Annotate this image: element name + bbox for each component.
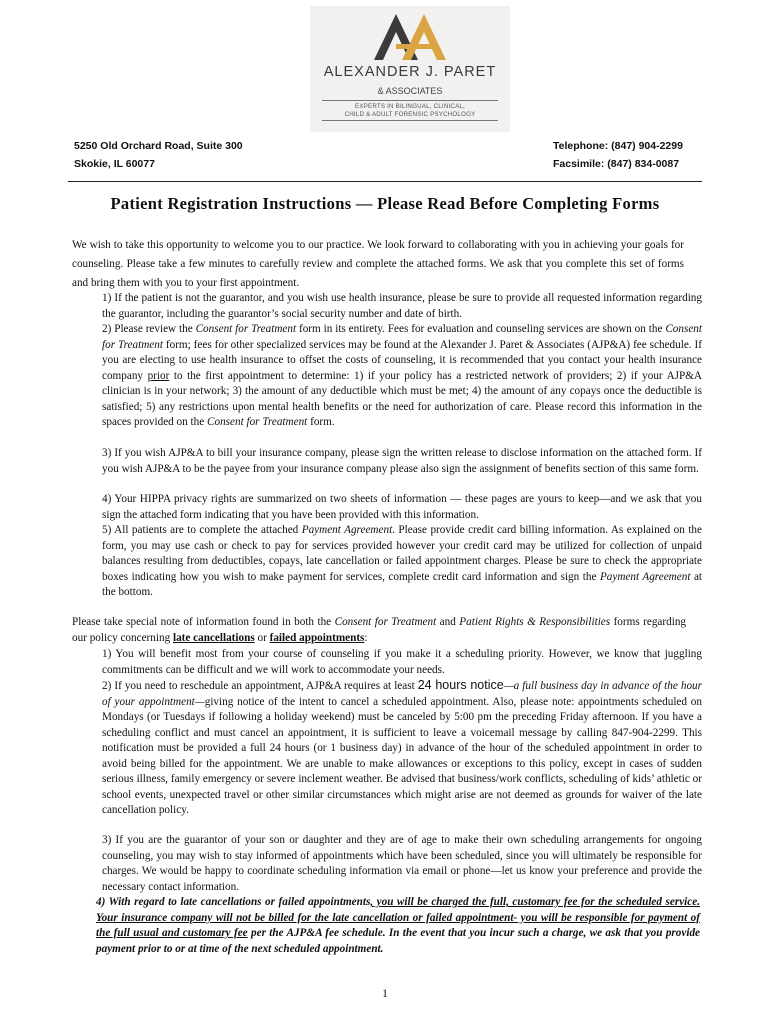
logo-name: ALEXANDER J. PARET — [323, 64, 497, 80]
policy-item-2: 2) If you need to reschedule an appointment, AJP&A requires at least 24 hours notice—a full business day in advance of the hour of your appointment—giving notice of the intent to cancel a scheduled appointment. Also, please note: appointments scheduled on Mondays (or Tuesdays if following a holiday weekend) must be canceled by 5:00 pm the preceding Friday afternoon. If you have a scheduling conflict and must cancel an appointment, it is sufficient to leave a voicemail message by calling 847-904-2299. This notification must be provided a full 24 hours (or 1 business day) in advance of the hour of the scheduled appointment in order to avoid being billed for the appointment. We are unable to make allowances or exceptions to this policy, except in cases of sudden serious illness, family emergency or severe inclement weather. Be advised that business/work conflicts, scheduling of kids’ athletic or school events, unexpected travel or other similar circumstances which might arise are not deemed as grounds for waiver of the late cancellation policy. — [102, 678, 702, 816]
instruction-5: 5) All patients are to complete the attached Payment Agreement. Please provide credit card billing information. As explained on the form, you may use cash or check to pay for services provided however your credit card may be utilized for collection of unpaid balances resulting from deductibles, copays, late cancellation or failed appointment charges. Please be sure to check the appropriate boxes indicating how you wish to make payment for services, complete credit card information and sign the Payment Agreement at the bottom. — [102, 524, 703, 598]
instruction-1: 1) If the patient is not the guarantor, and you wish use health insurance, please be sure to provide all requested information regarding the guarantor, including the guarantor’s social security number and date of birth. — [102, 292, 702, 320]
instruction-2: 2) Please review the Consent for Treatment form in its entirety. Fees for evaluation and counseling services are shown on the Consent for Treatment form; fees for other specialized services may be found at the Alexander J. Paret & Associates (AJP&A) fee schedule. If you are electing to use health insurance to offset the costs of counseling, it is recommended that you contact your health insurance company prior to the first appointment to determine: 1) if your policy has a restricted network of providers; 2) if your AJP&A clinician is in your network; 3) the amount of any deductible which must be met; 4) the amount of any copays once the deductible is satisfied; 5) any restrictions upon mental health benefits or the need for authorization of care. Please record this information in the spaces provided on the Consent for Treatment form. — [102, 323, 703, 428]
logo-divider — [322, 100, 498, 101]
policy-item-4: 4) With regard to late cancellations or failed appointments, you will be charged the full, customary fee for the scheduled service. Your insurance company will not be billed for the late cancellation or failed appointment- you will be responsible for payment of the full usual and customary fee per the AJP&A fee schedule. In the event that you incur such a charge, we ask that you provide payment prior to or at time of the next scheduled appointment. — [96, 896, 701, 955]
facsimile: Facsimile: (847) 834-0087 — [553, 158, 680, 170]
logo-tagline-2: CHILD & ADULT FORENSIC PSYCHOLOGY — [344, 111, 476, 118]
telephone: Telephone: (847) 904-2299 — [553, 140, 683, 152]
policy-item-3: 3) If you are the guarantor of your son or daughter and they are of age to make their own scheduling arrangements for ongoing counseling, you may wish to stay informed of appointments which have been scheduled, since you will ultimately be responsible for charges. We would be happy to coordinate scheduling information via email or phone—let us know your preference and provide the necessary contact information. — [102, 834, 702, 893]
instruction-3: 3) If you wish AJP&A to bill your insurance company, please sign the written release to disclose information on the attached form. If you wish AJP&A to be the payee from your insurance company please also sign the assignment of benefits section of this same form. — [102, 447, 702, 475]
logo-mark-icon — [366, 10, 454, 62]
logo-divider — [322, 120, 498, 121]
header-divider — [68, 181, 702, 182]
policy-item-1: 1) You will benefit most from your course of counseling if you make it a scheduling priority. However, we know that juggling commitments can be difficult and we will work to accommodate your needs. — [102, 648, 702, 676]
page-title: Patient Registration Instructions — Please Read Before Completing Forms — [110, 194, 660, 213]
logo-tagline-1: EXPERTS IN BILINGUAL, CLINICAL, — [355, 103, 465, 110]
phone-block — [553, 137, 683, 173]
intro-paragraph: We wish to take this opportunity to welcome you to our practice. We look forward to collaborating with you in achieving your goals for counseling. Please take a few minutes to carefully review and complete the attached forms. We ask that you complete this set of forms and bring them with you to your first appointment. — [72, 239, 684, 289]
address-line-1: 5250 Old Orchard Road, Suite 300 — [74, 140, 243, 152]
address-line-2: Skokie, IL 60077 — [74, 158, 155, 170]
logo-subtitle: & ASSOCIATES — [377, 86, 443, 96]
page-number: 1 — [382, 988, 388, 1000]
practice-logo — [310, 6, 510, 132]
instruction-4: 4) Your HIPPA privacy rights are summarized on two sheets of information — these pages are yours to keep—and we ask that you sign the attached form indicating that you have been provided with this information. — [102, 493, 702, 521]
cancellation-note: Please take special note of information found in both the Consent for Treatment and Patient Rights & Responsibilities forms regarding our policy concerning late cancellations or failed appointments: — [72, 616, 687, 644]
address-block — [74, 137, 243, 173]
